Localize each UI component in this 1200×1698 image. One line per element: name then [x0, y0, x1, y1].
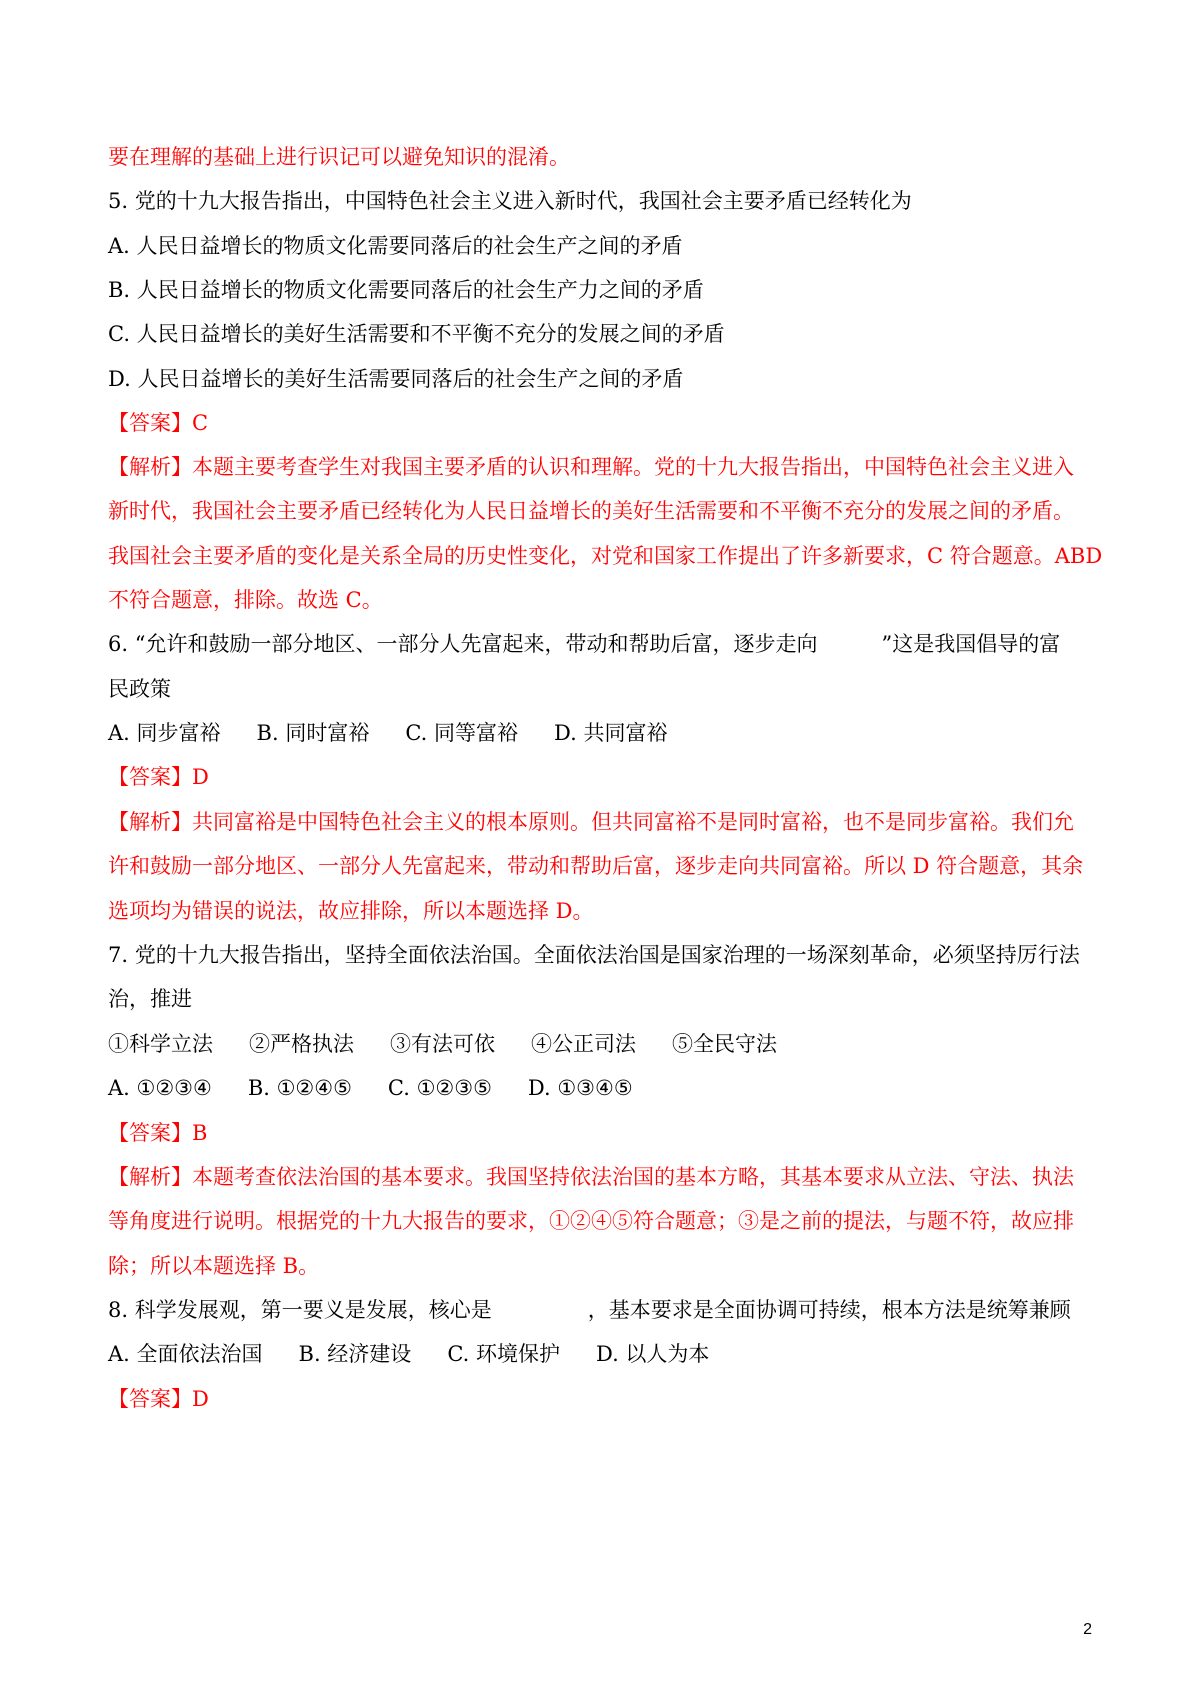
q7-stem-line-2: 治，推进: [108, 987, 192, 1011]
q7-stem-line-1: 7. 党的十九大报告指出，坚持全面依法治国。全面依法治国是国家治理的一场深刻革命，必须坚持厉行法: [108, 943, 1080, 967]
q7-item-2: ②严格执法: [249, 1032, 354, 1056]
q5-option-d: D. 人民日益增长的美好生活需要同落后的社会生产之间的矛盾: [108, 367, 684, 391]
q6-option-a: A. 同步富裕: [108, 721, 221, 745]
q5-analysis-line-3: 我国社会主要矛盾的变化是关系全局的历史性变化，对党和国家工作提出了许多新要求，C 符合题意。ABD: [108, 544, 1103, 568]
q7-items: [108, 1029, 777, 1059]
q8-stem-part-2: ，基本要求是全面协调可持续，根本方法是统筹兼顾: [587, 1298, 1071, 1322]
q6-stem-line-1: [108, 629, 1060, 659]
q8-options: [108, 1339, 709, 1369]
answer-label: 【答案】: [108, 1387, 192, 1411]
q8-option-b: B. 经济建设: [298, 1342, 412, 1366]
answer-value: C: [192, 411, 209, 435]
q7-answer: [108, 1118, 207, 1148]
q6-option-d: D. 共同富裕: [554, 721, 668, 745]
answer-label: 【答案】: [108, 411, 192, 435]
q7-option-b: B. ①②④⑤: [247, 1076, 352, 1100]
answer-value: D: [192, 765, 209, 789]
answer-label: 【答案】: [108, 1121, 192, 1145]
q7-item-1: ①科学立法: [108, 1032, 213, 1056]
q6-option-c: C. 同等富裕: [405, 721, 518, 745]
q6-analysis-line-2: 许和鼓励一部分地区、一部分人先富起来，带动和帮助后富，逐步走向共同富裕。所以 D 符合题意，其余: [108, 854, 1084, 878]
q7-options: [108, 1073, 633, 1103]
answer-value: B: [192, 1121, 208, 1145]
q5-analysis-line-4: 不符合题意，排除。故选 C。: [108, 588, 383, 612]
q6-stem-line-2: 民政策: [108, 677, 171, 701]
q6-answer: [108, 762, 209, 792]
answer-value: D: [192, 1387, 209, 1411]
q5-analysis-line-2: 新时代，我国社会主要矛盾已经转化为人民日益增长的美好生活需要和不平衡不充分的发展之间的矛盾。: [108, 499, 1074, 523]
q5-option-c: C. 人民日益增长的美好生活需要和不平衡不充分的发展之间的矛盾: [108, 322, 725, 346]
page-number: 2: [1083, 1621, 1092, 1638]
q6-option-b: B. 同时富裕: [256, 721, 370, 745]
q8-answer: [108, 1384, 209, 1414]
q7-option-d: D. ①③④⑤: [527, 1076, 633, 1100]
q7-item-5: ⑤全民守法: [672, 1032, 777, 1056]
q6-stem-part-2: ”这是我国倡导的富: [881, 632, 1061, 656]
q5-stem: 5. 党的十九大报告指出，中国特色社会主义进入新时代，我国社会主要矛盾已经转化为: [108, 189, 912, 213]
q5-analysis-line-1: 【解析】本题主要考查学生对我国主要矛盾的认识和理解。党的十九大报告指出，中国特色社会主义进入: [108, 455, 1074, 479]
q8-option-a: A. 全面依法治国: [108, 1342, 263, 1366]
q7-analysis-line-1: 【解析】本题考查依法治国的基本要求。我国坚持依法治国的基本方略，其基本要求从立法、守法、执法: [108, 1165, 1074, 1189]
q7-option-a: A. ①②③④: [108, 1076, 212, 1100]
q6-options: [108, 718, 667, 748]
q7-analysis-line-3: 除；所以本题选择 B。: [108, 1254, 320, 1278]
analysis-continuation: 要在理解的基础上进行识记可以避免知识的混淆。: [108, 145, 570, 169]
q5-answer: [108, 408, 208, 438]
q8-stem-part-1: 8. 科学发展观，第一要义是发展，核心是: [108, 1298, 492, 1322]
q6-analysis-line-1: 【解析】共同富裕是中国特色社会主义的根本原则。但共同富裕不是同时富裕，也不是同步富裕。我们允: [108, 810, 1074, 834]
q5-option-b: B. 人民日益增长的物质文化需要同落后的社会生产力之间的矛盾: [108, 278, 704, 302]
q7-analysis-line-2: 等角度进行说明。根据党的十九大报告的要求，①②④⑤符合题意；③是之前的提法，与题不符，故应排: [108, 1209, 1074, 1233]
q7-item-4: ④公正司法: [531, 1032, 636, 1056]
q8-option-c: C. 环境保护: [447, 1342, 560, 1366]
q7-option-c: C. ①②③⑤: [387, 1076, 492, 1100]
q6-stem-part-1: 6. “允许和鼓励一部分地区、一部分人先富起来，带动和帮助后富，逐步走向: [108, 632, 818, 656]
answer-label: 【答案】: [108, 765, 192, 789]
q5-option-a: A. 人民日益增长的物质文化需要同落后的社会生产之间的矛盾: [108, 234, 683, 258]
q8-option-d: D. 以人为本: [595, 1342, 710, 1366]
q8-stem: [108, 1295, 1071, 1325]
q7-item-3: ③有法可依: [390, 1032, 495, 1056]
q6-analysis-line-3: 选项均为错误的说法，故应排除，所以本题选择 D。: [108, 899, 594, 923]
